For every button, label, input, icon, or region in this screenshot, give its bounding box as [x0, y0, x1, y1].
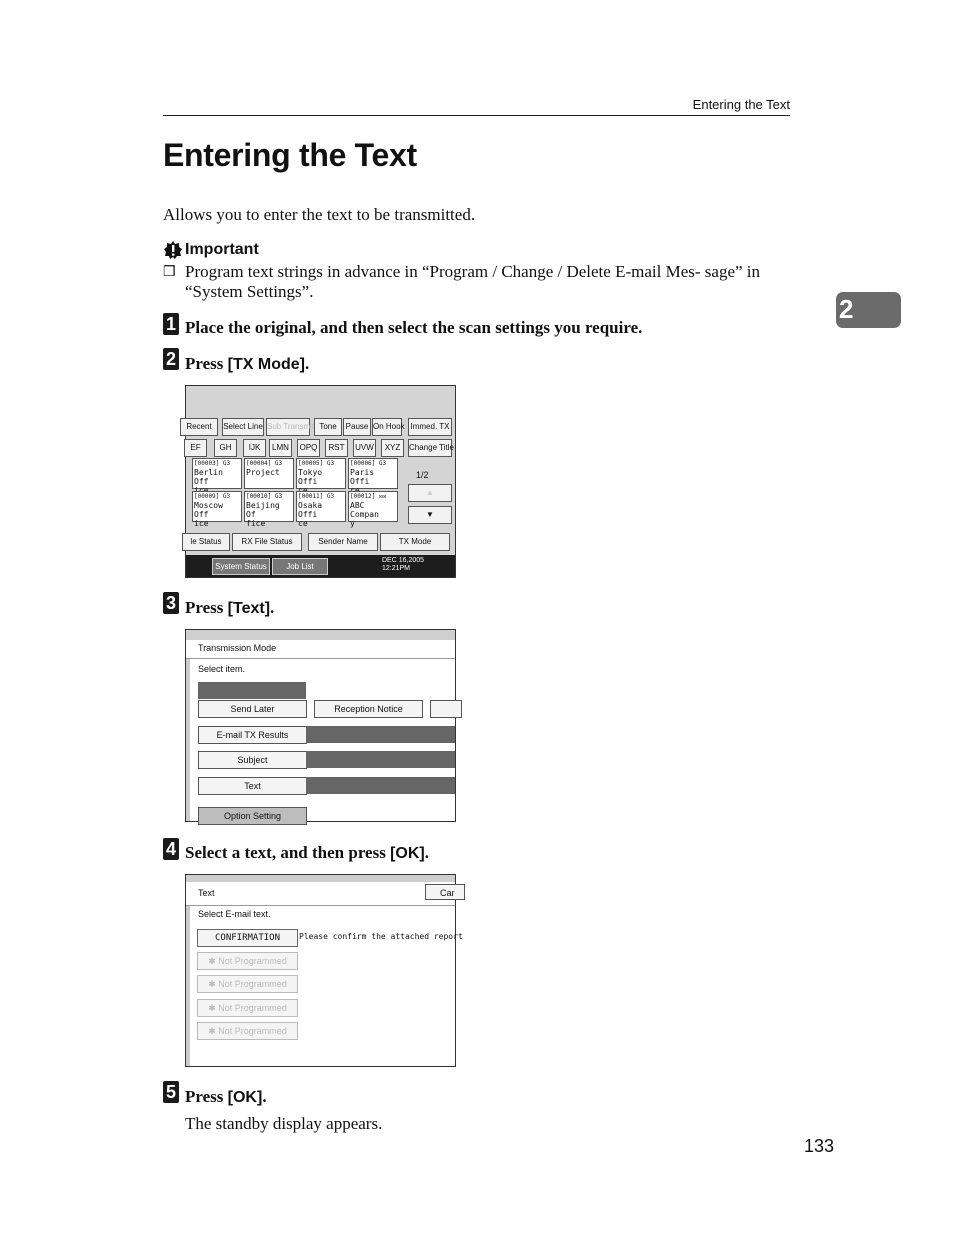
option-setting-button[interactable]: Option Setting	[198, 807, 307, 825]
destination-number: [00005] G3	[298, 460, 335, 467]
recent-button[interactable]: Recent	[180, 418, 218, 436]
text-button[interactable]: Text	[198, 777, 307, 795]
result-text: The standby display appears.	[185, 1114, 383, 1133]
step-text	[185, 598, 274, 618]
header-rule	[163, 115, 790, 116]
page-number: 133	[804, 1136, 835, 1156]
destination-name: Project	[246, 468, 280, 477]
destination-number: [00004] G3	[246, 460, 283, 467]
destination-name: Moscow Off	[194, 501, 223, 519]
top-strip	[186, 875, 455, 882]
step-number: 2	[163, 348, 179, 370]
destination-button[interactable]	[192, 491, 242, 528]
destination-number: [00009] G3	[194, 493, 231, 500]
divider	[186, 905, 455, 906]
chapter-number: 2	[839, 294, 854, 324]
on-hook-button[interactable]: On Hook	[372, 418, 402, 436]
step-prefix: Select a text, and then press	[185, 843, 391, 862]
left-edge	[186, 906, 190, 1066]
destination-button[interactable]	[296, 491, 346, 528]
datetime-display	[382, 557, 424, 573]
destination-button[interactable]	[244, 491, 294, 528]
key-label: [OK]	[227, 1089, 263, 1106]
index-lmn-tab[interactable]: LMN	[269, 439, 292, 457]
destination-number: [00006] G3	[350, 460, 387, 467]
reception-notice-button[interactable]: Reception Notice	[314, 700, 423, 718]
destination-button[interactable]	[348, 491, 398, 528]
intro-text: Allows you to enter the text to be transmitted.	[163, 205, 476, 224]
destination-name-cont: fice	[246, 519, 266, 528]
destination-button[interactable]	[348, 458, 398, 489]
step-text	[185, 1087, 267, 1107]
tx-mode-button[interactable]: TX Mode	[380, 533, 450, 551]
job-list-button[interactable]: Job List	[272, 558, 328, 575]
text-option-empty[interactable]: ✱ Not Programmed	[197, 952, 298, 970]
arrow-up-icon: ▲	[426, 488, 434, 497]
tone-button[interactable]: Tone	[314, 418, 342, 436]
step-suffix: .	[262, 1087, 267, 1106]
destination-name: Osaka Offi	[298, 501, 323, 519]
pause-button[interactable]: Pause	[343, 418, 371, 436]
step-prefix: Press	[185, 1087, 228, 1106]
key-label: [TX Mode]	[227, 356, 305, 373]
destination-number: [00011] G3	[298, 493, 335, 500]
index-ef-tab[interactable]: EF	[184, 439, 207, 457]
sub-transmit-button[interactable]: Sub Transmit	[266, 418, 310, 436]
destination-name: Paris Offi	[350, 468, 375, 486]
running-head: Entering the Text	[692, 97, 790, 112]
destination-number: [00010] G3	[246, 493, 283, 500]
screen-title: Transmission Mode	[198, 643, 277, 653]
index-rst-tab[interactable]: RST	[325, 439, 348, 457]
text-value	[306, 777, 455, 794]
step-suffix: .	[424, 843, 429, 862]
destination-button[interactable]	[296, 458, 346, 489]
screen-prompt: Select item.	[198, 664, 246, 674]
index-gh-tab[interactable]: GH	[214, 439, 237, 457]
destination-name-cont: ce	[298, 519, 308, 528]
destination-number: [00012] ✉✉	[350, 493, 387, 500]
destination-button[interactable]	[192, 458, 242, 489]
step-number: 5	[163, 1081, 179, 1103]
text-preview: Please confirm the attached report	[299, 932, 463, 941]
text-option-empty[interactable]: ✱ Not Programmed	[197, 1022, 298, 1040]
destination-name-cont: y	[350, 519, 355, 528]
cancel-button[interactable]: Car	[425, 884, 465, 900]
status-bar	[186, 555, 455, 577]
step-prefix: Press	[185, 354, 228, 373]
top-strip	[186, 630, 455, 640]
step-text: Place the original, and then select the scan settings you require.	[185, 318, 643, 337]
page-indicator: 1/2	[416, 470, 429, 480]
subject-value	[306, 751, 455, 768]
text-option-empty[interactable]: ✱ Not Programmed	[197, 999, 298, 1017]
scroll-down-button[interactable]	[408, 506, 452, 524]
section-bar	[198, 682, 306, 699]
step-suffix: .	[270, 598, 275, 617]
destination-name: Tokyo Offi	[298, 468, 323, 486]
step-text	[185, 354, 309, 374]
step-number: 4	[163, 838, 179, 860]
index-xyz-tab[interactable]: XYZ	[381, 439, 404, 457]
destination-name-cont: ice	[194, 519, 209, 528]
step-number: 1	[163, 313, 179, 335]
text-select-screen	[185, 874, 463, 1067]
important-label: Important	[185, 241, 259, 258]
divider	[186, 658, 455, 659]
time-text: 12:21PM	[382, 565, 411, 572]
destination-name: ABC Compan	[350, 501, 379, 519]
screen-prompt: Select E-mail text.	[198, 909, 271, 919]
step-text	[185, 843, 429, 863]
index-opq-tab[interactable]: OPQ	[297, 439, 320, 457]
subject-button[interactable]: Subject	[198, 751, 307, 769]
step-number: 3	[163, 592, 179, 614]
more-button[interactable]	[430, 700, 462, 718]
page-title: Entering the Text	[163, 137, 417, 173]
key-label: [Text]	[227, 600, 271, 617]
index-ijk-tab[interactable]: IJK	[243, 439, 266, 457]
left-edge	[186, 659, 190, 821]
destination-number: [00003] G3	[194, 460, 231, 467]
send-later-button[interactable]: Send Later	[198, 700, 307, 718]
index-uvw-tab[interactable]: UVW	[353, 439, 376, 457]
email-tx-results-button[interactable]: E-mail TX Results	[198, 726, 307, 744]
step-prefix: Press	[185, 598, 228, 617]
destination-name: Berlin Off	[194, 468, 223, 486]
fax-main-screen	[185, 385, 456, 578]
date-text: DEC 16,2005	[382, 557, 425, 564]
arrow-down-icon: ▼	[426, 510, 434, 519]
key-label: [OK]	[390, 845, 425, 862]
system-status-button[interactable]: System Status	[212, 558, 270, 575]
important-icon	[163, 240, 183, 260]
rx-file-status-tab[interactable]: RX File Status	[232, 533, 302, 551]
sender-name-tab[interactable]: Sender Name	[308, 533, 378, 551]
screen-title: Text	[198, 888, 215, 898]
important-text: Program text strings in advance in “Program / Change / Delete E-mail Mes- sage” in “System Settings”.	[185, 262, 761, 301]
destination-button[interactable]	[244, 458, 294, 489]
important-heading	[163, 240, 259, 260]
file-status-tab[interactable]: le Status	[182, 533, 230, 551]
select-line-button[interactable]: Select Line	[222, 418, 264, 436]
step-suffix: .	[304, 354, 310, 373]
email-tx-results-value	[306, 726, 455, 743]
transmission-mode-screen	[185, 629, 456, 822]
checkbox-bullet-icon: ❒	[163, 265, 176, 280]
destination-name: Beijing Of	[246, 501, 280, 519]
change-title-button[interactable]: Change Title	[408, 439, 452, 457]
immed-tx-button[interactable]: Immed. TX	[408, 418, 452, 436]
chapter-tab	[836, 292, 901, 328]
scroll-up-button[interactable]	[408, 484, 452, 502]
text-option-empty[interactable]: ✱ Not Programmed	[197, 975, 298, 993]
text-option-confirmation[interactable]: CONFIRMATION	[197, 929, 298, 947]
